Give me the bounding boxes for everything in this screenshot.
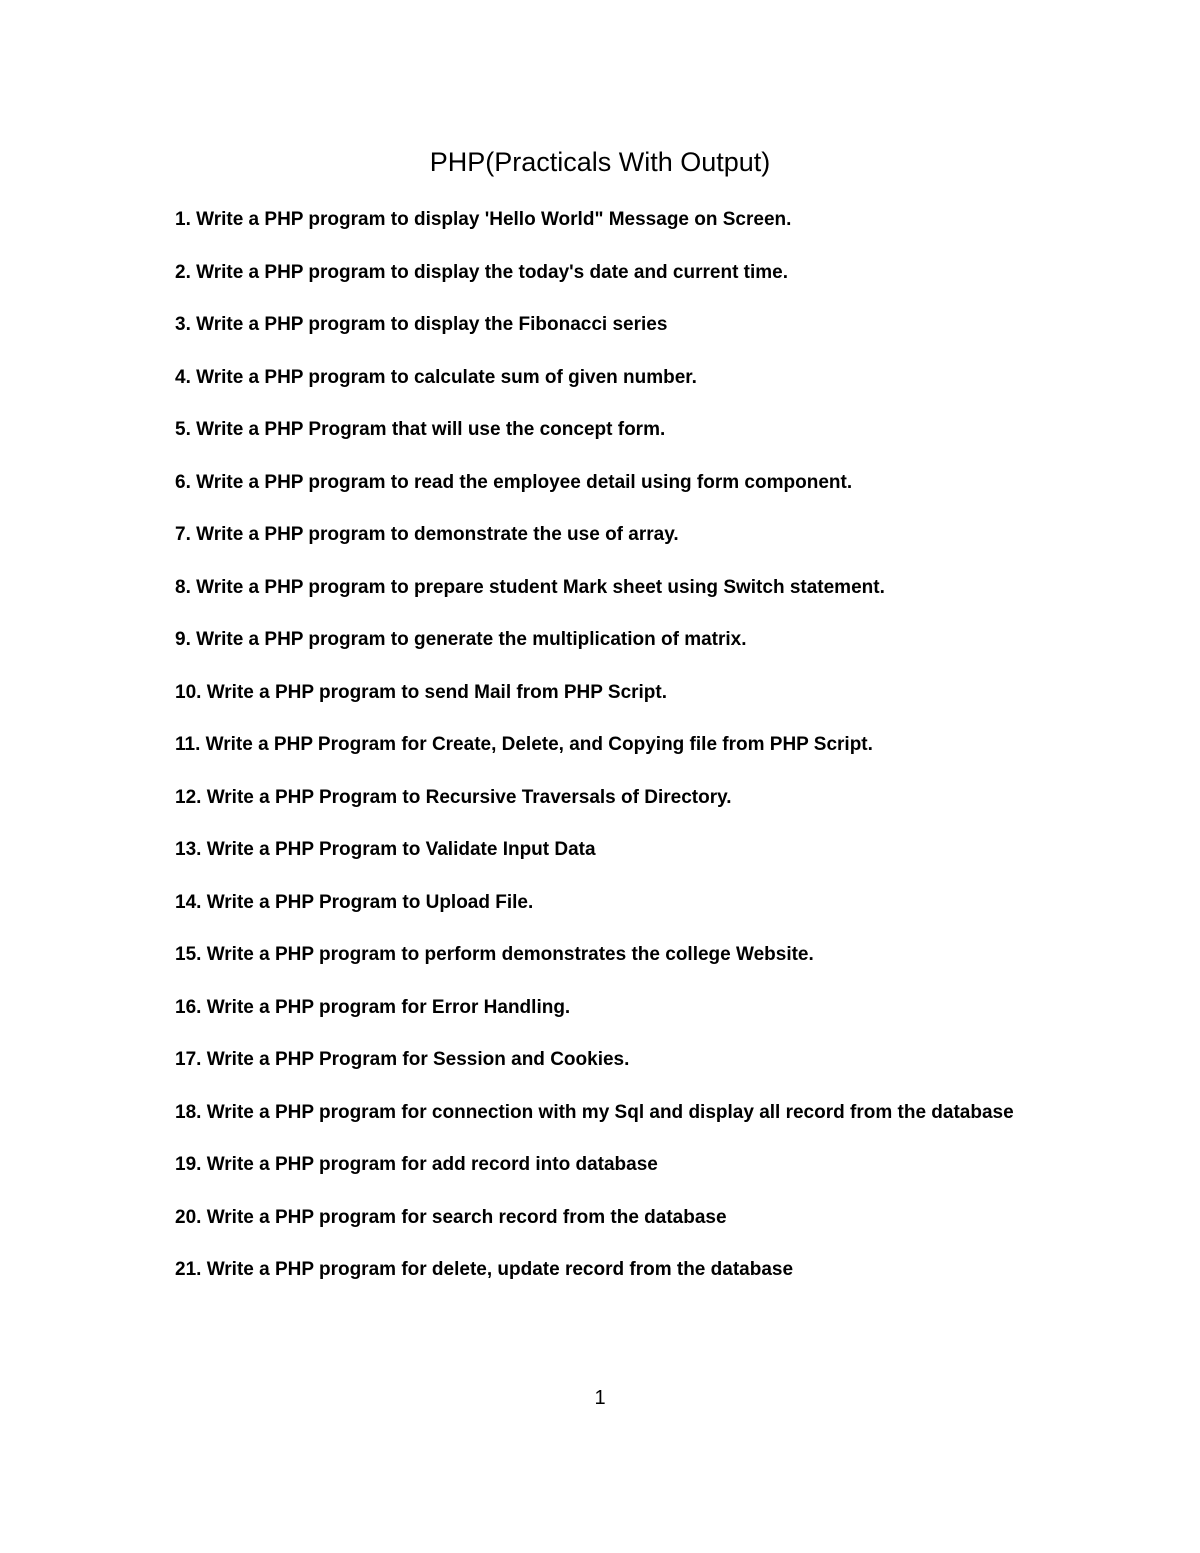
list-item: 17. Write a PHP Program for Session and Cookies. <box>175 1049 630 1070</box>
list-item: 8. Write a PHP program to prepare student Mark sheet using Switch statement. <box>175 576 885 598</box>
list-item: 13. Write a PHP Program to Validate Input Data <box>175 839 596 860</box>
list-item: 9. Write a PHP program to generate the multiplication of matrix. <box>175 629 747 650</box>
list-item: 7. Write a PHP program to demonstrate the use of array. <box>175 524 679 545</box>
page-title: PHP(Practicals With Output) <box>429 147 771 177</box>
list-item: 14. Write a PHP Program to Upload File. <box>175 891 534 913</box>
list-item: 4. Write a PHP program to calculate sum of given number. <box>175 366 697 388</box>
list-item: 18. Write a PHP program for connection with my Sql and display all record from the database <box>175 1101 1014 1123</box>
page-number: 1 <box>594 1387 606 1409</box>
practicals-list <box>175 204 1025 1307</box>
list-item: 12. Write a PHP Program to Recursive Traversals of Directory. <box>175 786 732 808</box>
list-item: 5. Write a PHP Program that will use the concept form. <box>175 419 666 440</box>
list-item: 3. Write a PHP program to display the Fibonacci series <box>175 314 668 335</box>
list-item: 6. Write a PHP program to read the employee detail using form component. <box>175 471 853 493</box>
list-item: 1. Write a PHP program to display 'Hello World" Message on Screen. <box>175 209 792 230</box>
list-item: 15. Write a PHP program to perform demonstrates the college Website. <box>175 944 814 965</box>
list-item: 11. Write a PHP Program for Create, Delete, and Copying file from PHP Script. <box>175 734 873 755</box>
list-item: 2. Write a PHP program to display the today's date and current time. <box>175 261 789 283</box>
list-item: 21. Write a PHP program for delete, update record from the database <box>175 1259 794 1280</box>
list-item: 10. Write a PHP program to send Mail from PHP Script. <box>175 681 668 703</box>
list-item: 20. Write a PHP program for search record from the database <box>175 1206 727 1228</box>
list-item: 16. Write a PHP program for Error Handling. <box>175 996 571 1018</box>
list-item: 19. Write a PHP program for add record into database <box>175 1154 658 1175</box>
